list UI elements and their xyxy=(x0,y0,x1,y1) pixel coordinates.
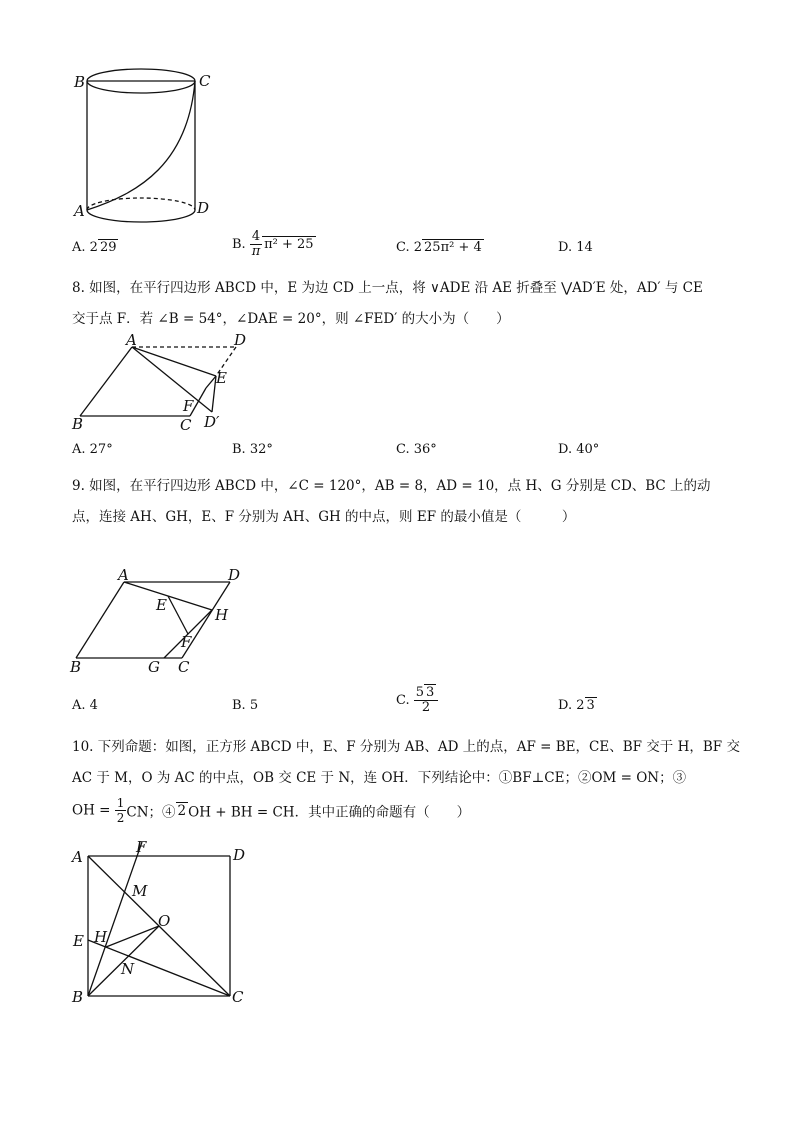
sqrt-radicand: 29 xyxy=(99,240,117,255)
q10-label-F: F xyxy=(136,838,147,856)
q8-label-C: C xyxy=(180,416,192,434)
q8-label-F: F xyxy=(183,397,194,415)
q8-stem-line1: 8. 如图，在平行四边形 ABCD 中，E 为边 CD 上一点，将 ∨ADE 沿 AE 折叠至 ⋁AD′E 处，AD′ 与 CE xyxy=(72,280,703,296)
q8-option-a[interactable]: A. 27° xyxy=(72,442,113,457)
q7-label-D: D xyxy=(197,199,210,217)
q9-options xyxy=(72,685,752,722)
q10-label-O: O xyxy=(158,912,171,930)
q8-label-D: D xyxy=(234,331,247,349)
q7-option-b[interactable]: B. $\frac{4}{\pi}$ π² + 25 xyxy=(232,229,314,259)
q8-label-A: A xyxy=(126,331,137,349)
q10-label-N: N xyxy=(121,960,135,978)
q9-option-a[interactable]: A. 4 xyxy=(72,698,98,713)
q8-stem-line2: 交于点 F．若 ∠B = 54°，∠DAE = 20°，则 ∠FED′ 的大小为（ ） xyxy=(72,311,510,327)
q10-label-H: H xyxy=(94,928,108,946)
fraction: $\frac{1}{2}$ xyxy=(116,796,125,825)
q8-parallelogram-figure xyxy=(70,330,260,432)
q10-square-figure xyxy=(70,838,260,1008)
q9-label-G: G xyxy=(148,658,160,676)
q7-option-c[interactable]: C. 2 25π² + 4 xyxy=(396,240,482,255)
q10-label-D: D xyxy=(233,846,246,864)
q7-label-A: A xyxy=(74,202,85,220)
q7-label-B: B xyxy=(74,73,86,91)
fraction: $\frac{5 3}{2}$ xyxy=(414,686,439,715)
q7-label-C: C xyxy=(199,72,211,90)
q8-options xyxy=(72,442,752,462)
q9-option-d[interactable]: D. 2 3 xyxy=(558,698,595,713)
q7-option-d[interactable]: D. 14 xyxy=(558,240,593,255)
q9-option-b[interactable]: B. 5 xyxy=(232,698,259,713)
q8-option-d[interactable]: D. 40° xyxy=(558,442,600,457)
sqrt-radicand: 3 xyxy=(586,698,595,713)
q10-label-B: B xyxy=(72,988,84,1006)
q9-label-B: B xyxy=(70,658,82,676)
q10-stem-line2: AC 于 M，O 为 AC 的中点，OB 交 CE 于 N，连 OH．下列结论中：①BF⊥CE；②OM = ON；③ xyxy=(72,770,687,786)
q7-options xyxy=(72,229,752,262)
q10-label-A: A xyxy=(72,848,83,866)
q10-label-E: E xyxy=(73,932,84,950)
q8-label-Dprime: D′ xyxy=(204,413,220,431)
q9-label-D: D xyxy=(228,566,241,584)
sqrt-radicand: 2 xyxy=(177,802,187,819)
q8-option-b[interactable]: B. 32° xyxy=(232,442,273,457)
q7-option-a[interactable]: A. 2 29 xyxy=(72,240,117,255)
q8-label-B: B xyxy=(72,415,84,433)
q7-cylinder-figure xyxy=(70,68,220,228)
q8-label-E: E xyxy=(216,369,227,387)
sqrt-radicand: 25π² + 4 xyxy=(424,240,482,255)
q8-option-c[interactable]: C. 36° xyxy=(396,442,437,457)
q9-label-H: H xyxy=(215,606,229,624)
q9-stem-line2: 点，连接 AH、GH，E、F 分别为 AH、GH 的中点，则 EF 的最小值是（ ） xyxy=(72,509,576,525)
sqrt-radicand: π² + 25 xyxy=(264,237,314,252)
q10-stem-line1: 10. 下列命题：如图，正方形 ABCD 中，E、F 分别为 AB、AD 上的点，AF = BE，CE、BF 交于 H，BF 交 xyxy=(72,739,740,755)
q9-label-F: F xyxy=(181,633,192,651)
q9-stem-line1: 9. 如图，在平行四边形 ABCD 中，∠C = 120°，AB = 8，AD = 10，点 H、G 分别是 CD、BC 上的动 xyxy=(72,478,711,494)
q9-label-E: E xyxy=(156,596,167,614)
q10-label-C: C xyxy=(232,988,244,1006)
q10-label-M: M xyxy=(132,882,148,900)
q10-stem-line3: OH = $\frac{1}{2}$ CN；④ 2 OH + BH = CH．其中正确的命题有（ ） xyxy=(72,796,471,825)
q9-parallelogram-figure xyxy=(66,566,256,676)
fraction: $\frac{4}{\pi}$ xyxy=(251,229,261,259)
q9-label-C: C xyxy=(178,658,190,676)
q9-option-c[interactable]: C. $\frac{5 3}{2}$ xyxy=(396,686,438,715)
q9-label-A: A xyxy=(118,566,129,584)
